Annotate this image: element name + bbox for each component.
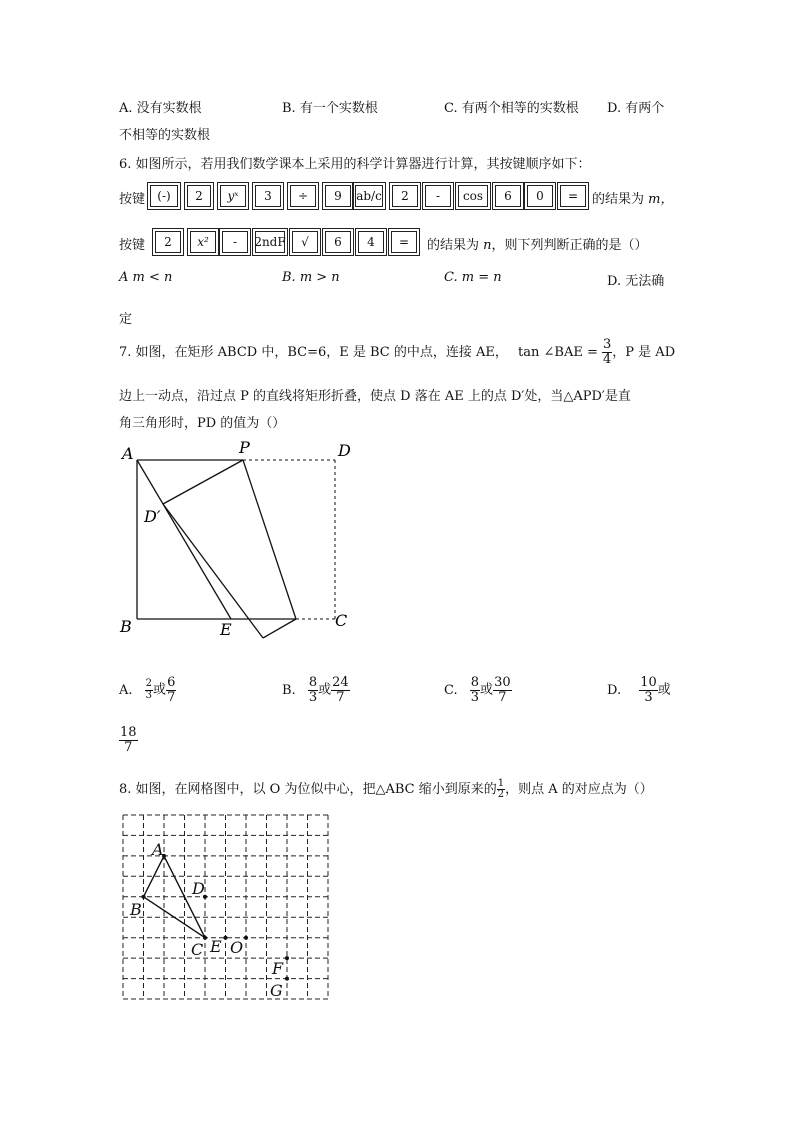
frac-num: 6	[167, 675, 176, 690]
key-equals-row2: =	[391, 231, 417, 253]
q7-tan-fraction	[602, 338, 612, 366]
frac-den: 7	[167, 689, 176, 705]
q6-key-row-1	[150, 185, 590, 213]
frac-den: 7	[498, 689, 507, 705]
frac-den: 3	[644, 689, 653, 705]
q6-row1-suffix-text: 的结果为	[592, 192, 645, 207]
key-equals: =	[560, 185, 586, 207]
key-minus: -	[425, 185, 451, 207]
q7-option-a-label: A.	[119, 682, 133, 698]
q7-option-b-frac1	[308, 676, 318, 704]
q7-line1-a: 7. 如图，在矩形 ABCD 中，BC=6，E 是 BC 的中点，连接 AE，	[119, 345, 508, 360]
q7-line3: 角三角形时，PD 的值为（）	[119, 416, 286, 431]
q8-fraction	[497, 779, 505, 801]
q8-frac-den: 2	[497, 789, 505, 800]
q7-option-c-frac1	[470, 676, 480, 704]
key-9: 9	[325, 185, 351, 207]
label-a: A	[122, 444, 134, 463]
q7-line1-b: ，P 是 AD	[612, 345, 676, 360]
grid-label-f: F	[272, 959, 284, 978]
q7-tan-num: 3	[603, 337, 612, 353]
q7-option-d-or: 或	[657, 682, 671, 698]
key-square: x²	[190, 231, 216, 253]
q7-line2: 边上一动点，沿过点 P 的直线将矩形折叠，使点 D 落在 AE 上的点 D′处，当△APD′是直	[119, 389, 631, 404]
label-p: P	[239, 440, 250, 457]
grid-label-o: O	[230, 938, 244, 957]
q8-frac-num: 1	[497, 777, 505, 789]
q8-stem	[119, 778, 653, 802]
key-minus-row2: -	[222, 231, 248, 253]
q5-option-a: A. 没有实数根	[119, 101, 202, 116]
segment-dprime-cprime	[163, 504, 263, 638]
q8-text-b: ，则点 A 的对应点为（）	[505, 782, 653, 797]
segment-cprime-fold	[263, 619, 296, 638]
label-d: D	[338, 441, 351, 460]
grid-label-a: A	[152, 840, 164, 859]
frac-den: 3	[145, 689, 153, 701]
q7-option-a	[119, 676, 176, 704]
q7-option-b-frac2	[331, 676, 350, 704]
q7-option-a-or: 或	[153, 682, 167, 698]
key-cos: cos	[458, 185, 488, 207]
frac-den: 7	[124, 739, 133, 755]
key-6: 6	[495, 185, 521, 207]
frac-num: 18	[120, 725, 137, 740]
label-c: C	[335, 611, 348, 630]
q6-row2-suffix-b: ，则下列判断正确的是（）	[491, 238, 648, 253]
q7-option-c-or: 或	[480, 682, 494, 698]
q7-option-b	[282, 676, 350, 704]
key-2ndf: 2ndF	[255, 231, 285, 253]
key-negative: (-)	[150, 185, 178, 207]
frac-den: 7	[336, 689, 345, 705]
key-sqrt: √	[292, 231, 318, 253]
grid-label-g: G	[270, 981, 283, 1000]
q7-tan-den: 4	[603, 352, 612, 367]
segment-fold-line	[243, 460, 296, 619]
q8-text-a: 8. 如图，在网格图中，以 O 为位似中心，把△ABC 缩小到原来的	[119, 782, 497, 797]
q6-var-m: m，	[648, 192, 674, 207]
frac-den: 3	[308, 689, 318, 705]
q5-option-d: D. 有两个	[607, 101, 665, 116]
label-b: B	[120, 617, 132, 636]
grid-label-b: B	[130, 900, 142, 919]
q7-option-d-label: D.	[607, 682, 622, 698]
key-4: 4	[358, 231, 384, 253]
q6-option-d-continued: 定	[119, 312, 133, 327]
segment-pdprime	[163, 460, 243, 504]
key-6-row2: 6	[325, 231, 351, 253]
frac-den: 3	[470, 689, 480, 705]
q8-grid-figure	[115, 808, 340, 1008]
q7-option-c-frac2	[493, 676, 512, 704]
q6-row2-suffix-a: 的结果为	[427, 238, 480, 253]
key-2b: 2	[392, 185, 418, 207]
q5-option-d-continued: 不相等的实数根	[119, 128, 211, 143]
frac-num: 24	[332, 675, 349, 690]
q7-option-a-frac1	[145, 679, 153, 701]
key-2: 2	[187, 185, 211, 207]
q7-figure	[110, 440, 370, 650]
q7-option-b-or: 或	[318, 682, 332, 698]
q7-option-d-frac2	[119, 726, 138, 754]
key-0: 0	[527, 185, 553, 207]
q6-var-n: n	[483, 238, 492, 253]
grid-label-d: D	[192, 879, 205, 898]
key-3: 3	[255, 185, 281, 207]
grid-label-e: E	[210, 937, 222, 956]
q6-option-c: C. m = n	[444, 270, 502, 285]
segment-ae	[137, 460, 231, 619]
label-dprime: D′	[144, 507, 161, 526]
q7-line1	[119, 338, 675, 368]
key-divide: ÷	[290, 185, 316, 207]
q6-stem: 6. 如图所示，若用我们数学课本上采用的科学计算器进行计算，其按键顺序如下：	[119, 157, 591, 172]
q6-key-row-2	[155, 231, 425, 259]
q7-option-b-label: B.	[282, 682, 296, 698]
q7-option-c	[444, 676, 512, 704]
q7-option-d-continued	[119, 726, 138, 754]
q7-option-d	[607, 676, 671, 704]
q7-option-a-frac2	[166, 676, 176, 704]
grid-label-c: C	[191, 940, 204, 959]
frac-num: 30	[494, 675, 511, 690]
q6-row1-suffix	[592, 188, 673, 207]
q7-option-c-label: C.	[444, 682, 458, 698]
frac-num: 2	[145, 678, 153, 690]
q6-option-d: D. 无法确	[607, 274, 665, 289]
key-fraction: ab/c	[355, 185, 383, 207]
q6-option-b: B. m > n	[282, 270, 340, 285]
key-2-row2: 2	[155, 231, 181, 253]
q5-option-c: C. 有两个相等的实数根	[444, 101, 579, 116]
q7-tan-text: tan ∠BAE =	[518, 345, 598, 360]
q6-row2-label: 按键	[119, 238, 146, 253]
q7-option-d-frac1	[639, 676, 658, 704]
q6-row2-suffix	[427, 234, 648, 253]
q5-option-b: B. 有一个实数根	[282, 101, 378, 116]
q6-option-a: A m < n	[119, 270, 173, 285]
q6-row1-label: 按键	[119, 192, 146, 207]
frac-num: 10	[640, 675, 657, 690]
frac-num: 8	[470, 675, 480, 690]
frac-num: 8	[308, 675, 318, 690]
label-e: E	[220, 620, 232, 639]
key-power: yˣ	[220, 185, 246, 207]
